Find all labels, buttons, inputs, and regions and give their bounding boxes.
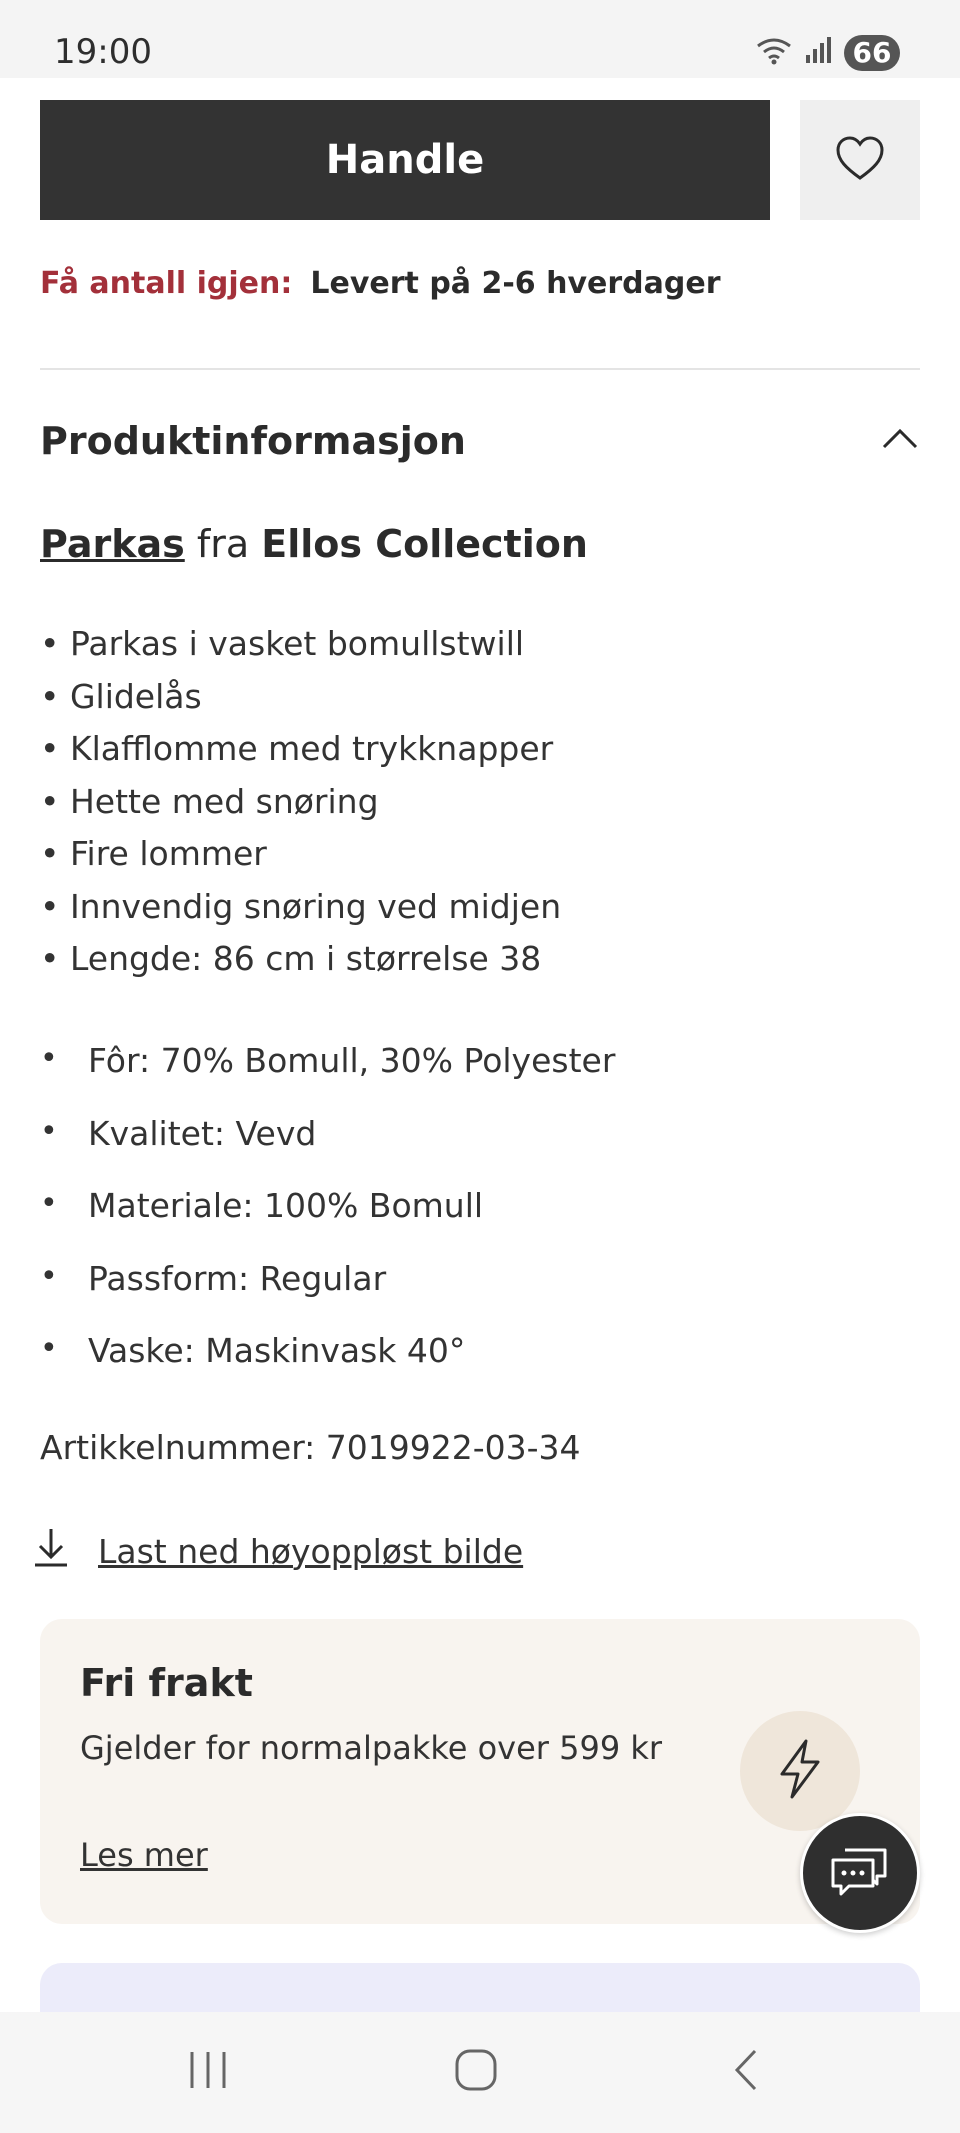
brand-line bbox=[40, 522, 588, 566]
divider bbox=[40, 368, 920, 370]
bullet: • bbox=[40, 1113, 58, 1149]
stock-info bbox=[40, 266, 721, 301]
recent-apps-icon bbox=[186, 2050, 230, 2095]
battery-icon: 66 bbox=[844, 35, 900, 71]
bullet: • bbox=[40, 1331, 58, 1366]
read-more-link[interactable]: Les mer bbox=[80, 1836, 208, 1874]
spec-text: Fôr: 70% Bomull, 30% Polyester bbox=[88, 1041, 616, 1080]
chat-icon bbox=[829, 1844, 891, 1903]
spec-item bbox=[40, 1041, 615, 1114]
spec-item bbox=[40, 1186, 615, 1259]
chevron-up-icon bbox=[880, 427, 920, 456]
product-info-toggle[interactable] bbox=[40, 416, 920, 466]
bullet: • bbox=[40, 1186, 58, 1221]
from-word: fra bbox=[196, 522, 250, 566]
lightning-badge bbox=[740, 1711, 860, 1831]
stock-warning: Få antall igjen: bbox=[40, 266, 293, 301]
back-button[interactable] bbox=[716, 2042, 776, 2102]
heart-icon bbox=[834, 134, 886, 187]
home-icon bbox=[453, 2047, 499, 2098]
spec-text: Vaske: Maskinvask 40° bbox=[88, 1331, 466, 1370]
shipping-description: Gjelder for normalpakke over 599 kr bbox=[80, 1729, 663, 1767]
home-button[interactable] bbox=[446, 2042, 506, 2102]
category-link[interactable]: Parkas bbox=[40, 522, 185, 566]
back-icon bbox=[731, 2047, 761, 2098]
section-title: Produktinformasjon bbox=[40, 419, 466, 463]
wifi-icon bbox=[754, 34, 794, 71]
list-item: • Fire lommer bbox=[40, 834, 267, 873]
download-icon bbox=[32, 1526, 70, 1576]
spec-text: Materiale: 100% Bomull bbox=[88, 1186, 484, 1225]
system-nav-bar bbox=[0, 2012, 960, 2133]
shipping-title: Fri frakt bbox=[80, 1661, 253, 1705]
status-icons bbox=[754, 34, 900, 71]
lightning-icon bbox=[774, 1738, 826, 1805]
spec-item bbox=[40, 1259, 615, 1332]
recent-apps-button[interactable] bbox=[178, 2042, 238, 2102]
download-label: Last ned høyoppløst bilde bbox=[98, 1531, 524, 1571]
status-bar bbox=[0, 0, 960, 78]
list-item: • Innvendig snøring ved midjen bbox=[40, 886, 562, 926]
list-item: • Klafflomme med trykknapper bbox=[40, 729, 554, 768]
spec-item bbox=[40, 1114, 615, 1187]
buy-button[interactable]: Handle bbox=[40, 100, 770, 220]
list-item: • Glidelås bbox=[40, 676, 202, 716]
status-time: 19:00 bbox=[54, 32, 152, 72]
download-image-link[interactable] bbox=[32, 1526, 523, 1576]
favorite-button[interactable] bbox=[800, 100, 920, 220]
shipping-card bbox=[40, 1619, 920, 1924]
spec-text: Kvalitet: Vevd bbox=[88, 1113, 317, 1153]
spec-list bbox=[40, 1041, 615, 1404]
list-item: • Parkas i vasket bomullstwill bbox=[40, 624, 525, 663]
bullet: • bbox=[40, 1258, 58, 1294]
list-item: • Lengde: 86 cm i størrelse 38 bbox=[40, 939, 542, 978]
delivery-time: Levert på 2-6 hverdager bbox=[310, 266, 721, 301]
feature-list bbox=[40, 618, 561, 986]
article-number: Artikkelnummer: 7019922-03-34 bbox=[40, 1428, 581, 1467]
chat-button[interactable] bbox=[800, 1813, 920, 1933]
spec-text: Passform: Regular bbox=[88, 1258, 387, 1298]
spec-item bbox=[40, 1331, 615, 1404]
list-item: • Hette med snøring bbox=[40, 781, 379, 821]
signal-icon bbox=[804, 35, 834, 70]
brand-name: Ellos Collection bbox=[261, 522, 588, 566]
bullet: • bbox=[40, 1041, 58, 1076]
